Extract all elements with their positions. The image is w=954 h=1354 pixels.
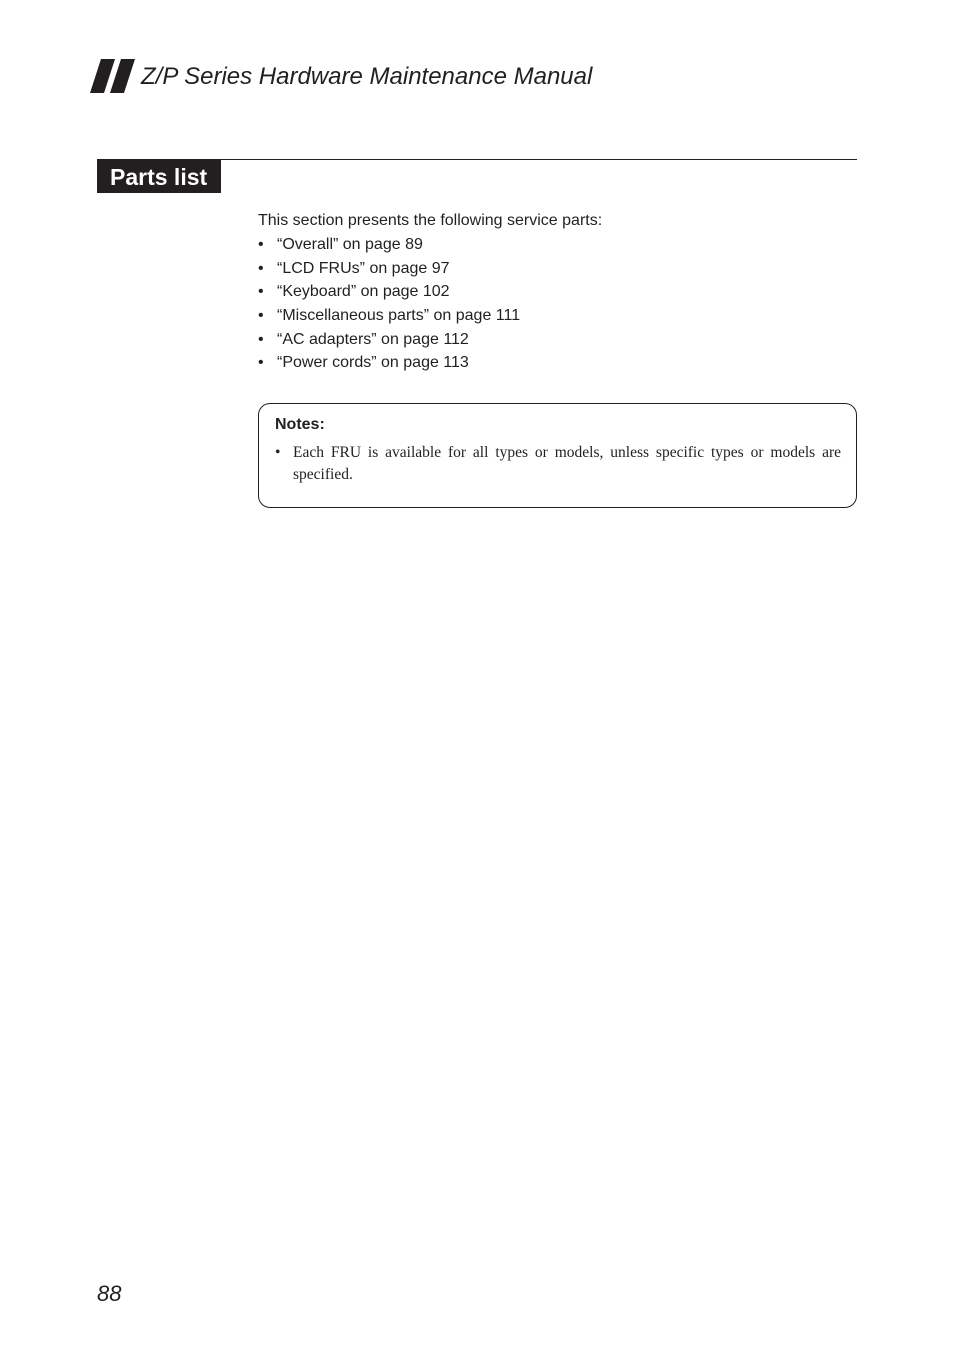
bullet: • xyxy=(258,283,264,301)
bullet: • xyxy=(258,236,264,253)
list-item-link[interactable]: “AC adapters” on page 112 xyxy=(277,330,469,348)
list-item-link[interactable]: “Keyboard” on page 102 xyxy=(277,283,450,301)
bullet: • xyxy=(258,259,264,277)
bullet: • xyxy=(275,444,281,461)
bullet: • xyxy=(258,307,264,325)
list-item-link[interactable]: “Miscellaneous parts” on page 111 xyxy=(277,307,521,325)
list-item-link[interactable]: “Power cords” on page 113 xyxy=(277,354,469,372)
bullet: • xyxy=(258,330,264,348)
intro-text: This section presents the following service parts: xyxy=(258,212,603,229)
manual-title: Z/P Series Hardware Maintenance Manual xyxy=(141,63,593,90)
note-text: Each FRU is available for all types or models, unless specific types or models are specified. xyxy=(293,444,841,483)
notes-box xyxy=(258,403,857,508)
note-item xyxy=(275,442,841,485)
bullet: • xyxy=(258,354,264,372)
section-heading: Parts list xyxy=(97,160,221,193)
list-item-link[interactable]: “Overall” on page 89 xyxy=(277,236,423,253)
notes-title: Notes: xyxy=(275,416,325,433)
double-slash-logo-icon xyxy=(90,59,136,93)
page-number: 88 xyxy=(97,1281,122,1306)
list-item-link[interactable]: “LCD FRUs” on page 97 xyxy=(277,259,450,277)
